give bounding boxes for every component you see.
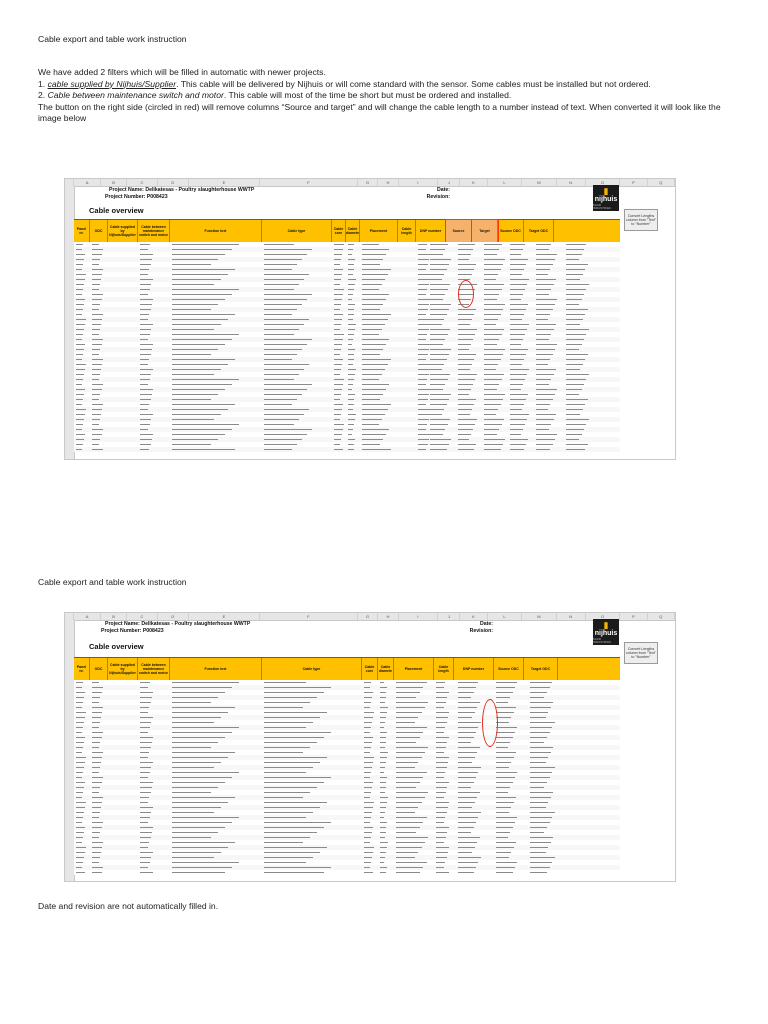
header-cell[interactable]: Cable between maintenance switch and motor [138,220,170,242]
highlight-circle-cable-length [458,280,474,308]
header-cell[interactable]: Cable supplied by Nijhuis/Supplier [108,658,138,680]
column-letter[interactable]: G [358,613,378,620]
table-header-row [74,657,620,681]
header-cell[interactable]: Cable supplied by Nijhuis/Supplier [108,220,138,242]
column-letter[interactable]: N [557,179,586,186]
column-letter[interactable]: O [586,613,620,620]
header-cell[interactable]: Cable diamete [378,658,394,680]
logo-brand: nijhuis [594,195,618,203]
column-letter[interactable]: E [189,613,260,620]
intro-line: We have added 2 filters which will be filled in automatic with newer projects. [38,67,326,77]
column-letter[interactable]: I [399,179,439,186]
logo-mark-icon: ▮ [603,619,609,630]
column-letter[interactable]: C [127,613,158,620]
cable-overview-heading: Cable overview [89,206,144,215]
item-2 [38,90,738,102]
project-number-value: P008423 [142,628,164,634]
column-letter[interactable]: D [158,179,189,186]
item-1 [38,79,738,91]
column-letter[interactable]: N [557,613,586,620]
header-cell[interactable]: Cable between maintenance switch and motor [138,658,170,680]
revision-label: Revision: [426,194,450,200]
project-number-row [105,194,168,200]
logo-mark-icon: ▮ [603,185,609,196]
header-cell[interactable]: Placement [360,220,398,242]
item-1-emphasis: cable supplied by Nijhuis/Supplier [47,78,177,89]
column-letter[interactable]: A [74,179,101,186]
header-cell[interactable]: Panel nr. [74,658,90,680]
header-cell[interactable]: Cable core [362,658,378,680]
column-letter[interactable]: Q [648,613,675,620]
nijhuis-logo [593,619,619,645]
column-letter[interactable]: C [127,179,158,186]
project-number-value: P008423 [146,194,168,200]
header-cell[interactable]: Cable length [398,220,416,242]
date-label: Date: [480,621,493,627]
column-letter[interactable]: B [101,179,127,186]
table-body [74,680,620,878]
page-title-bottom: Cable export and table work instruction [38,577,187,587]
column-letter[interactable]: F [260,613,358,620]
project-name-value: Delikatesas - Poultry slaughterhouse WWTP [145,187,255,193]
header-cell[interactable]: Source ODC [498,220,524,242]
column-letter[interactable]: K [460,179,487,186]
header-cell[interactable]: Target ODC [524,658,558,680]
column-letter[interactable]: H [378,613,398,620]
item-1-text: . This cable will be delivered by Nijhuis or will come standard with the sensor. Some cables must be installed but not ordered. [176,78,651,89]
column-letter[interactable]: P [620,179,647,186]
item-2-text: . This cable will most of the time be short but must be ordered and installed. [223,90,512,101]
table-body [74,242,620,456]
logo-sub: SAUR INDUSTRIES [593,637,612,644]
button-note: The button on the right side (circled in red) will remove columns “Source and target” and will change the cable length to a number instead of text. When converted it will look like the image below [38,101,721,124]
table-row[interactable] [74,870,620,875]
header-cell[interactable]: ODC [90,658,108,680]
table-header-row [74,219,620,243]
spreadsheet-converted [64,612,676,882]
header-cell[interactable]: ODC [90,220,108,242]
project-name-value: Delikatesas - Poultry slaughterhouse WWTP [141,621,251,627]
header-cell[interactable]: Panel nr. [74,220,90,242]
highlight-circle-cable-length [482,699,498,747]
header-cell[interactable]: Cable core [332,220,346,242]
header-cell[interactable]: Function text [170,220,262,242]
page-title-top: Cable export and table work instruction [38,34,187,44]
column-header-bar [65,179,675,187]
header-cell[interactable]: Target ODC [524,220,554,242]
column-letter[interactable]: A [74,613,101,620]
column-letter[interactable]: J [438,179,460,186]
column-letter[interactable]: O [586,179,620,186]
spreadsheet-original [64,178,676,460]
project-number-label: Project Number: [105,194,146,200]
revision-label: Revision: [469,628,493,634]
item-2-emphasis: Cable between maintenance switch and motor [47,90,224,101]
header-cell[interactable]: DNP number [416,220,446,242]
column-letter[interactable]: M [522,613,556,620]
header-cell[interactable]: Cable length [434,658,454,680]
column-letter[interactable]: G [358,179,378,186]
column-letter[interactable]: H [378,179,398,186]
column-letter[interactable]: L [488,613,522,620]
convert-lengths-button[interactable]: Convert Lengths column from "Text" to "Number" [624,209,658,231]
header-cell[interactable]: Cable type [262,658,362,680]
header-cell[interactable]: Source [446,220,472,242]
column-letter[interactable]: J [438,613,460,620]
project-name-label: Project Name: [105,621,140,627]
header-cell[interactable]: Cable diamete [346,220,360,242]
table-row[interactable] [74,447,620,452]
column-letter[interactable]: Q [648,179,675,186]
column-letter[interactable]: K [460,613,487,620]
project-name-row [109,187,254,193]
header-cell[interactable]: Placement [394,658,434,680]
column-letter[interactable]: E [189,179,260,186]
header-cell[interactable]: DNP number [454,658,494,680]
project-name-row [105,621,250,627]
convert-lengths-button[interactable]: Convert Lengths column from "Text" to "Number" [624,642,658,664]
header-cell[interactable]: Function text [170,658,262,680]
column-letter[interactable]: P [620,613,647,620]
cable-overview-heading: Cable overview [89,642,144,651]
header-cell[interactable]: Target [472,220,498,242]
column-letter[interactable]: B [101,613,127,620]
column-header-bar [65,613,675,621]
column-letter[interactable]: D [158,613,189,620]
item-2-prefix: 2. [38,90,48,101]
column-letter[interactable]: L [488,179,522,186]
instructions [38,67,738,125]
header-cell[interactable]: Source ODC [494,658,524,680]
project-number-label: Project Number: [101,628,142,634]
logo-sub: SAUR INDUSTRIES [593,203,612,210]
footer-note: Date and revision are not automatically filled in. [38,901,219,911]
column-letter[interactable]: M [522,179,556,186]
project-name-label: Project Name: [109,187,144,193]
date-label: Date: [437,187,450,193]
header-cell[interactable]: Cable type [262,220,332,242]
project-number-row [101,628,164,634]
nijhuis-logo [593,185,619,211]
item-1-prefix: 1. [38,78,48,89]
column-letter[interactable]: F [260,179,358,186]
logo-brand: nijhuis [594,629,618,637]
column-letter[interactable]: I [399,613,439,620]
